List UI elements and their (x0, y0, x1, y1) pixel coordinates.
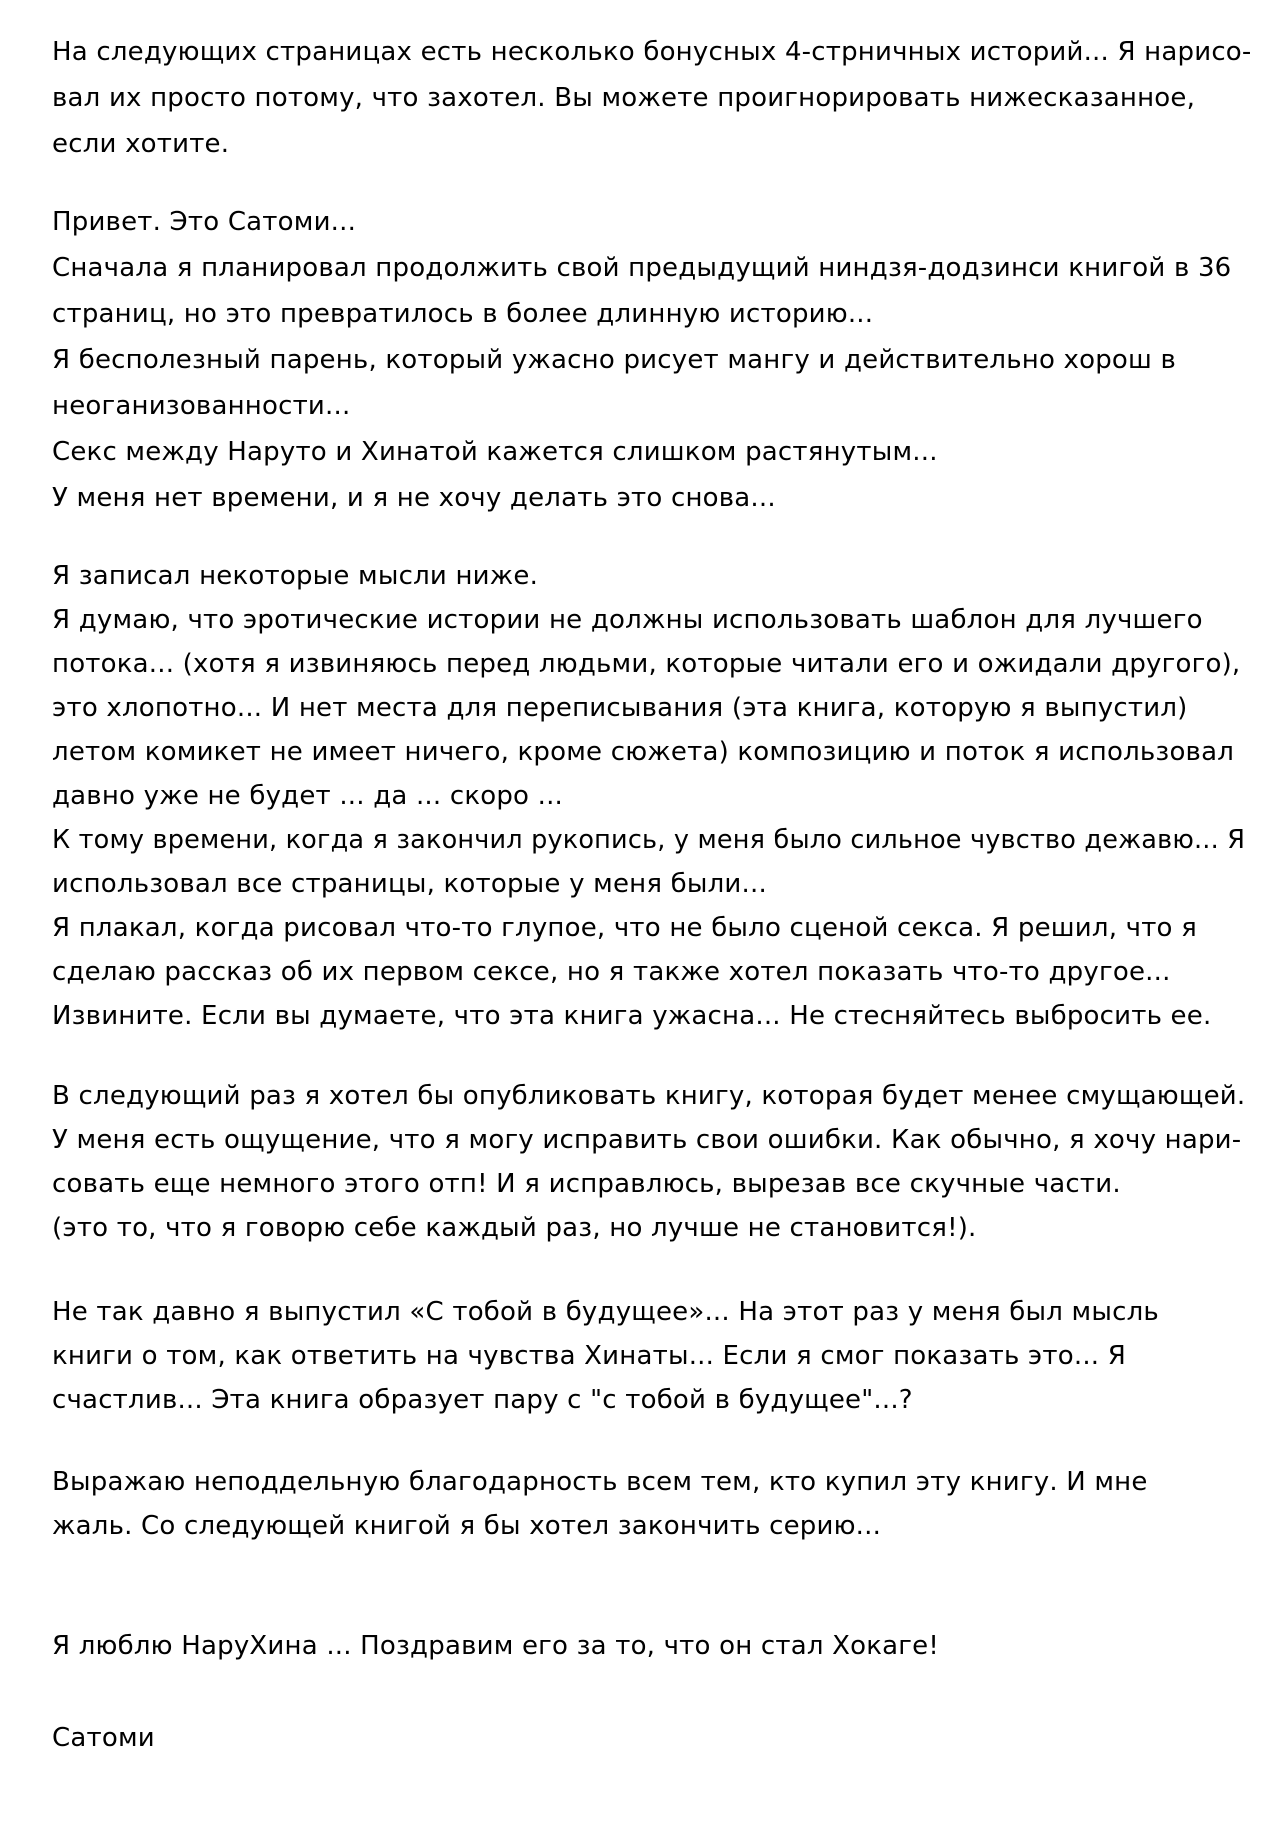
greeting-line: Секс между Наруто и Хинатой кажется слишком растянутым... (52, 437, 938, 467)
thoughts-line: давно уже не будет ... да ... скоро ... (52, 781, 564, 811)
greeting-line: страниц, но это превратилось в более длинную историю... (52, 299, 874, 329)
greeting-line: Сначала я планировал продолжить свой предыдущий ниндзя-додзинси книгой в 36 (52, 253, 1232, 283)
thoughts-line: это хлопотно... И нет места для переписывания (эта книга, которую я выпустил) (52, 693, 1188, 723)
next-book-line: (это то, что я говорю себе каждый раз, но лучше не становится!). (52, 1213, 977, 1243)
greeting-line: У меня нет времени, и я не хочу делать это снова... (52, 483, 776, 513)
thanks-line: жаль. Со следующей книгой я бы хотел закончить серию... (52, 1511, 882, 1541)
thoughts-line: летом комикет не имеет ничего, кроме сюжета) композицию и поток я использовал (52, 737, 1235, 767)
thoughts-line: К тому времени, когда я закончил рукопись, у меня было сильное чувство дежавю... Я (52, 825, 1246, 855)
greeting-line: Я бесполезный парень, который ужасно рисует мангу и действительно хорош в (52, 345, 1177, 375)
thoughts-line: использовал все страницы, которые у меня были... (52, 869, 767, 899)
thanks-line: Выражаю неподдельную благодарность всем тем, кто купил эту книгу. И мне (52, 1467, 1148, 1497)
thoughts-line: Я думаю, что эротические истории не должны использовать шаблон для лучшего (52, 605, 1203, 635)
thoughts-line: сделаю рассказ об их первом сексе, но я также хотел показать что-то другое... (52, 957, 1171, 987)
thoughts-line: Я записал некоторые мысли ниже. (52, 561, 539, 591)
intro-line: если хотите. (52, 129, 230, 159)
intro-line: На следующих страницах есть несколько бонусных 4-стрничных историй... Я нарисо- (52, 37, 1252, 67)
closing-line: Я люблю НаруХина ... Поздравим его за то, что он стал Хокаге! (52, 1631, 939, 1661)
thoughts-line: Я плакал, когда рисовал что-то глупое, что не было сценой секса. Я решил, что я (52, 913, 1197, 943)
next-book-line: У меня есть ощущение, что я могу исправить свои ошибки. Как обычно, я хочу нари- (52, 1125, 1242, 1155)
previous-book-line: счастлив... Эта книга образует пару с "с тобой в будущее"...? (52, 1385, 913, 1415)
author-signature: Сатоми (52, 1723, 155, 1753)
intro-line: вал их просто потому, что захотел. Вы можете проигнорировать нижесказанное, (52, 83, 1196, 113)
greeting-line: неоганизованности... (52, 391, 351, 421)
previous-book-line: Не так давно я выпустил «С тобой в будущее»... На этот раз у меня был мысль (52, 1297, 1159, 1327)
greeting-line: Привет. Это Сатоми... (52, 207, 357, 237)
next-book-line: В следующий раз я хотел бы опубликовать книгу, которая будет менее смущающей. (52, 1081, 1246, 1111)
next-book-line: совать еще немного этого отп! И я исправлюсь, вырезав все скучные части. (52, 1169, 1121, 1199)
previous-book-line: книги о том, как ответить на чувства Хинаты... Если я смог показать это... Я (52, 1341, 1126, 1371)
thoughts-line: потока... (хотя я извиняюсь перед людьми, которые читали его и ожидали другого), (52, 649, 1241, 679)
thoughts-line: Извините. Если вы думаете, что эта книга ужасна... Не стесняйтесь выбросить ее. (52, 1001, 1212, 1031)
